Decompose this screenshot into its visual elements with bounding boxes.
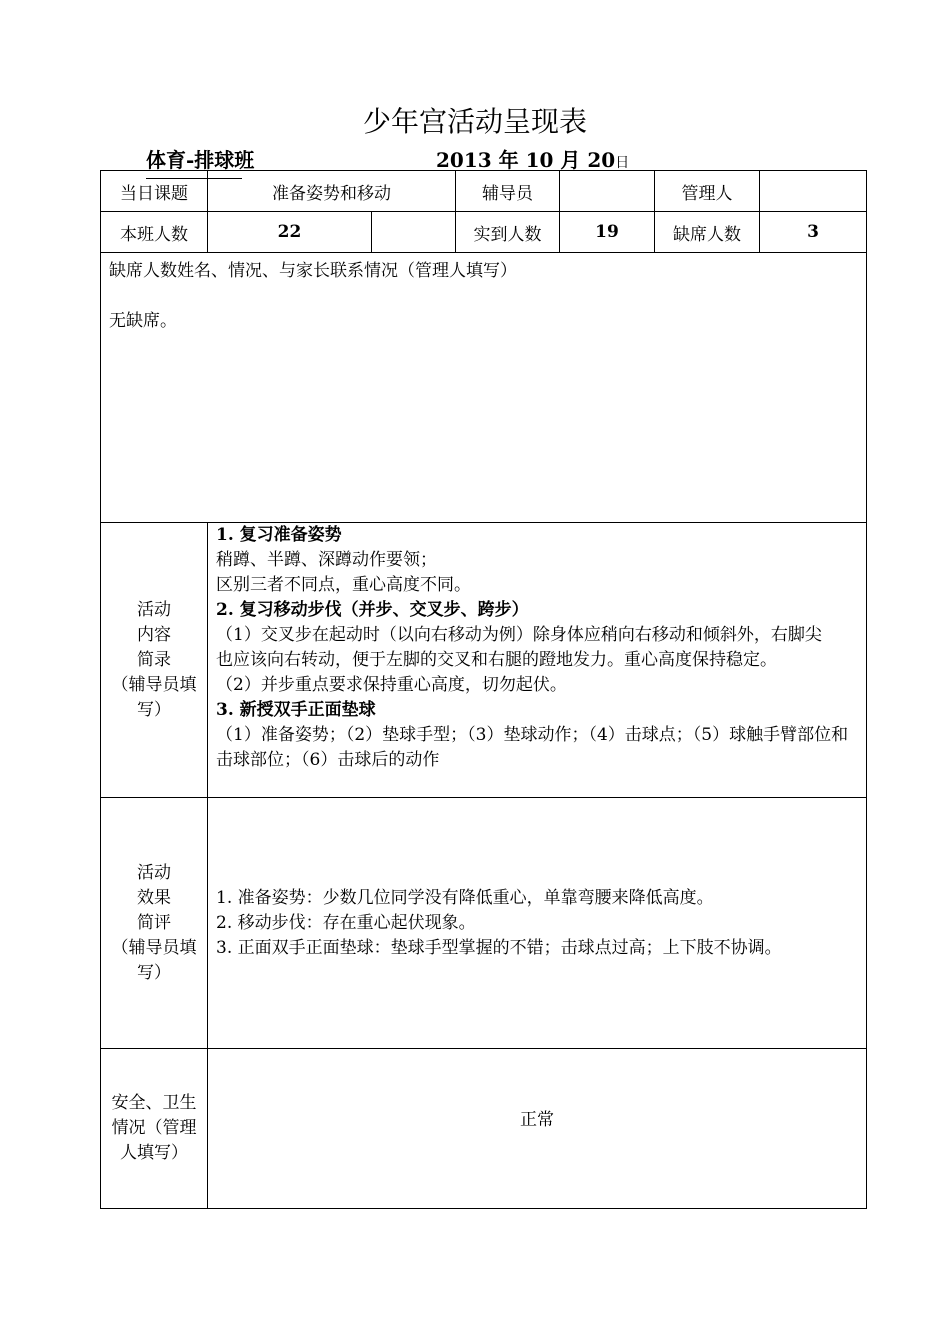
absence-heading: 缺席人数姓名、情况、与家长联系情况（管理人填写）: [109, 261, 517, 281]
present-label: 实到人数: [456, 212, 560, 253]
row-absence: [101, 253, 867, 523]
effect-item: 3. 正面双手正面垫球：垫球手型掌握的不错；击球点过高；上下肢不协调。: [216, 937, 782, 958]
absence-content: 无缺席。: [109, 311, 177, 331]
content-label-line: 活动: [137, 599, 171, 620]
content-line: 区别三者不同点，重心高度不同。: [216, 575, 471, 595]
present-value[interactable]: 19: [560, 212, 655, 253]
manager-value[interactable]: [760, 171, 867, 212]
absent-label: 缺席人数: [655, 212, 760, 253]
content-line: （1）交叉步在起动时（以向右移动为例）除身体应稍向右移动和倾斜外，右脚尖: [216, 625, 822, 645]
content-line: 也应该向右转动，便于左脚的交叉和右腿的蹬地发力。重心高度保持稳定。: [216, 650, 777, 670]
content-label-line: （辅导员填: [111, 674, 197, 695]
manager-label: 管理人: [655, 171, 760, 212]
content-heading: 3. 新授双手正面垫球: [216, 700, 376, 720]
content-label: [101, 523, 208, 798]
effect-label: [101, 798, 208, 1049]
content-label-line: 写）: [137, 699, 171, 720]
effect-cell[interactable]: [208, 798, 867, 1049]
content-line: 击球部位；（6）击球后的动作: [216, 750, 440, 770]
safety-label-line: 人填写）: [120, 1143, 188, 1163]
effect-item: 1. 准备姿势：少数几位同学没有降低重心，单靠弯腰来降低高度。: [216, 887, 714, 908]
safety-value[interactable]: 正常: [208, 1049, 867, 1209]
row-safety: [101, 1049, 867, 1209]
row-content: [101, 523, 867, 798]
class-count-label: 本班人数: [101, 212, 208, 253]
date-suffix: 日: [615, 155, 630, 171]
content-heading: 1. 复习准备姿势: [216, 525, 342, 545]
row-effect: [101, 798, 867, 1049]
topic-label: 当日课题: [101, 171, 208, 212]
safety-label-line: 情况（管理: [111, 1118, 197, 1138]
tutor-label: 辅导员: [456, 171, 560, 212]
topic-value[interactable]: 准备姿势和移动: [208, 171, 456, 212]
date-text: 2013 年 10 月 20: [436, 148, 616, 172]
content-line: 稍蹲、半蹲、深蹲动作要领；: [216, 550, 437, 570]
content-heading: 2. 复习移动步伐（并步、交叉步、跨步）: [216, 600, 529, 620]
content-cell[interactable]: [208, 523, 867, 798]
safety-label: [101, 1049, 208, 1209]
content-line: （2）并步重点要求保持重心高度，切勿起伏。: [216, 675, 567, 695]
effect-label-line: 活动: [137, 862, 171, 883]
effect-item: 2. 移动步伐：存在重心起伏现象。: [216, 912, 476, 933]
effect-label-line: 写）: [137, 962, 171, 983]
safety-label-line: 安全、卫生: [111, 1093, 197, 1113]
effect-label-line: 简评: [137, 912, 171, 933]
absent-value[interactable]: 3: [760, 212, 867, 253]
content-label-line: 内容: [137, 624, 171, 645]
effect-label-line: 效果: [137, 887, 171, 908]
tutor-value[interactable]: [560, 171, 655, 212]
date: [436, 144, 629, 173]
class-count-value[interactable]: 22: [208, 212, 372, 253]
absence-cell[interactable]: [101, 253, 867, 523]
content-line: （1）准备姿势；（2）垫球手型；（3）垫球动作；（4）击球点；（5）球触手臂部位和: [216, 725, 849, 745]
class-name: 体育-排球班: [146, 148, 255, 172]
blank-cell[interactable]: [372, 212, 456, 253]
page-title: 少年宫活动呈现表: [362, 105, 587, 138]
effect-label-line: （辅导员填: [111, 937, 197, 958]
content-label-line: 简录: [137, 649, 171, 670]
row-counts: [101, 212, 867, 253]
row-topic: [101, 171, 867, 212]
activity-form-table: [100, 170, 867, 1209]
